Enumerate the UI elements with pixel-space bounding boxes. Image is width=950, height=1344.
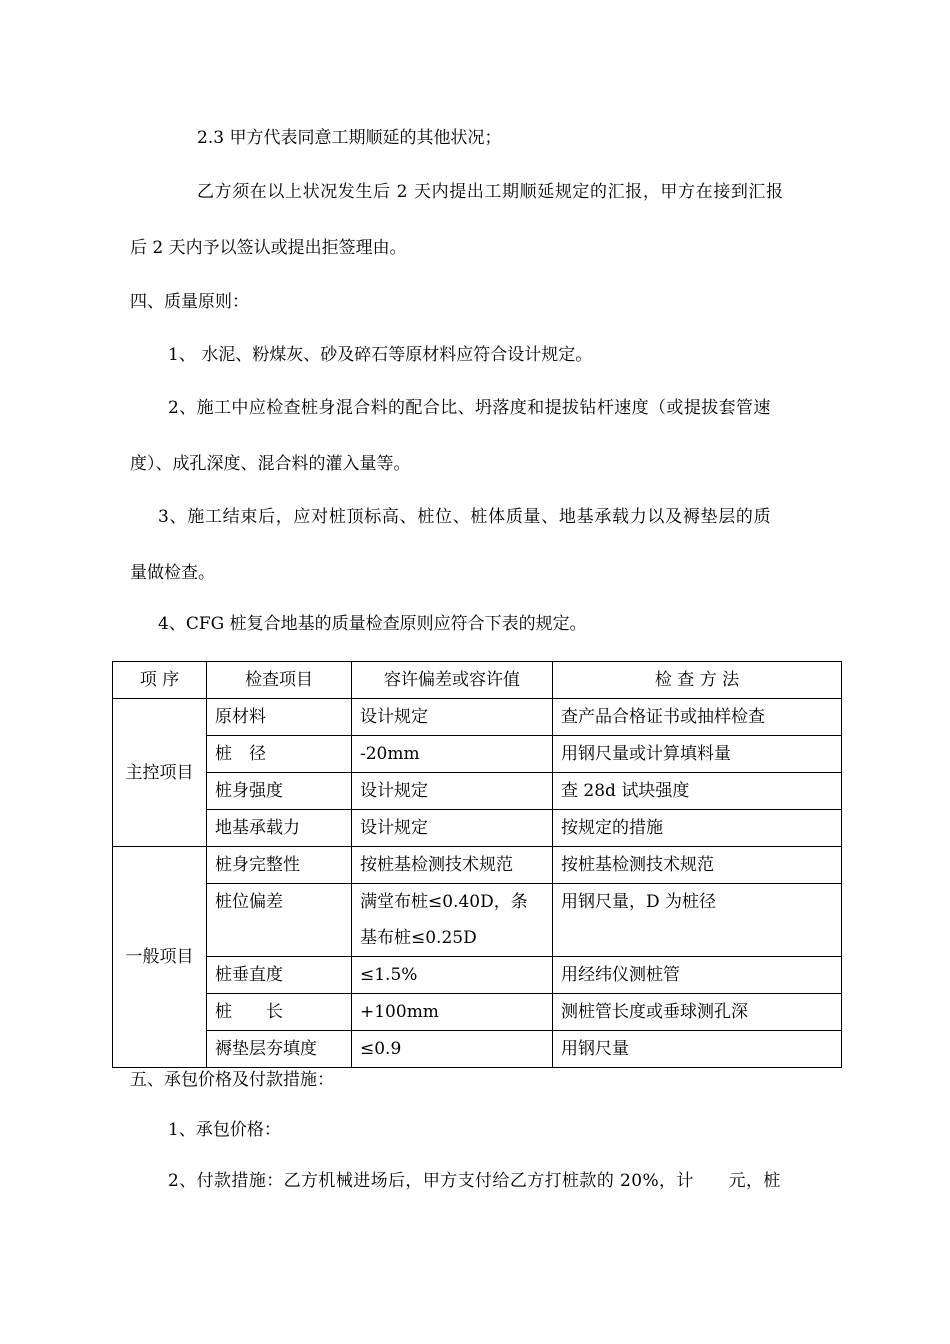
cell-tolerance: 按桩基检测技术规范 [352, 847, 553, 884]
cell-method: 用钢尺量 [553, 1031, 842, 1068]
price-item-1: 1、承包价格： [168, 1120, 281, 1140]
cell-method: 用经纬仪测桩管 [553, 957, 842, 994]
group-general: 一般项目 [113, 847, 207, 1068]
cell-item: 褥垫层夯填度 [207, 1031, 352, 1068]
quality-check-table [112, 661, 842, 1068]
table-row [113, 773, 842, 810]
para-extension-case: 2.3 甲方代表同意工期顺延的其他状况； [197, 128, 502, 148]
cell-item: 桩位偏差 [207, 884, 352, 957]
quality-item-3-line2: 量做检查。 [130, 563, 215, 583]
section-heading-quality: 四、质量原则： [130, 292, 249, 312]
payment-item-2: 2、付款措施：乙方机械进场后，甲方支付给乙方打桩款的 20%，计 元，桩 [168, 1171, 781, 1191]
table-row [113, 1031, 842, 1068]
cell-method: 按规定的措施 [553, 810, 842, 847]
header-tolerance: 容许偏差或容许值 [352, 662, 553, 699]
cell-item: 桩身强度 [207, 773, 352, 810]
table-row [113, 810, 842, 847]
cell-method: 测桩管长度或垂球测孔深 [553, 994, 842, 1031]
cell-method: 查产品合格证书或抽样检查 [553, 699, 842, 736]
table-row [113, 957, 842, 994]
cell-tolerance: 设计规定 [352, 773, 553, 810]
quality-item-2-line1: 2、施工中应检查桩身混合料的配合比、坍落度和提拔钻杆速度（或提拔套管速 [168, 398, 771, 418]
table-row [113, 884, 842, 957]
cell-item: 原材料 [207, 699, 352, 736]
table-header-row [113, 662, 842, 699]
quality-item-3-line1: 3、施工结束后，应对桩顶标高、桩位、桩体质量、地基承载力以及褥垫层的质 [158, 507, 772, 527]
cell-tolerance: -20mm [352, 736, 553, 773]
header-check-item: 检查项目 [207, 662, 352, 699]
cell-tolerance: 设计规定 [352, 810, 553, 847]
table-row [113, 699, 842, 736]
cell-item: 桩垂直度 [207, 957, 352, 994]
cell-tolerance: 满堂布桩≤0.40D，条基布桩≤0.25D [352, 884, 553, 957]
header-method: 检 查 方 法 [553, 662, 842, 699]
cell-method: 按桩基检测技术规范 [553, 847, 842, 884]
section-heading-price-payment: 五、承包价格及付款措施： [130, 1070, 334, 1090]
quality-item-2-line2: 度）、成孔深度、混合料的灌入量等。 [130, 454, 411, 474]
cell-method: 用钢尺量，D 为桩径 [553, 884, 842, 957]
header-sequence: 项 序 [113, 662, 207, 699]
cell-method: 查 28d 试块强度 [553, 773, 842, 810]
group-main-control: 主控项目 [113, 699, 207, 847]
cell-item: 桩身完整性 [207, 847, 352, 884]
para-report-line1: 乙方须在以上状况发生后 2 天内提出工期顺延规定的汇报，甲方在接到汇报 [197, 182, 784, 202]
table-row [113, 847, 842, 884]
quality-item-4: 4、CFG 桩复合地基的质量检查原则应符合下表的规定。 [158, 614, 587, 634]
quality-item-1: 1、 水泥、粉煤灰、砂及碎石等原材料应符合设计规定。 [168, 345, 593, 365]
cell-item: 桩 径 [207, 736, 352, 773]
cell-method: 用钢尺量或计算填料量 [553, 736, 842, 773]
cell-tolerance: +100mm [352, 994, 553, 1031]
cell-tolerance: 设计规定 [352, 699, 553, 736]
table-row [113, 994, 842, 1031]
para-report-line2: 后 2 天内予以签认或提出拒签理由。 [130, 238, 407, 258]
cell-item: 桩 长 [207, 994, 352, 1031]
cell-item: 地基承载力 [207, 810, 352, 847]
cell-tolerance: ≤0.9 [352, 1031, 553, 1068]
table-row [113, 736, 842, 773]
cell-tolerance: ≤1.5% [352, 957, 553, 994]
